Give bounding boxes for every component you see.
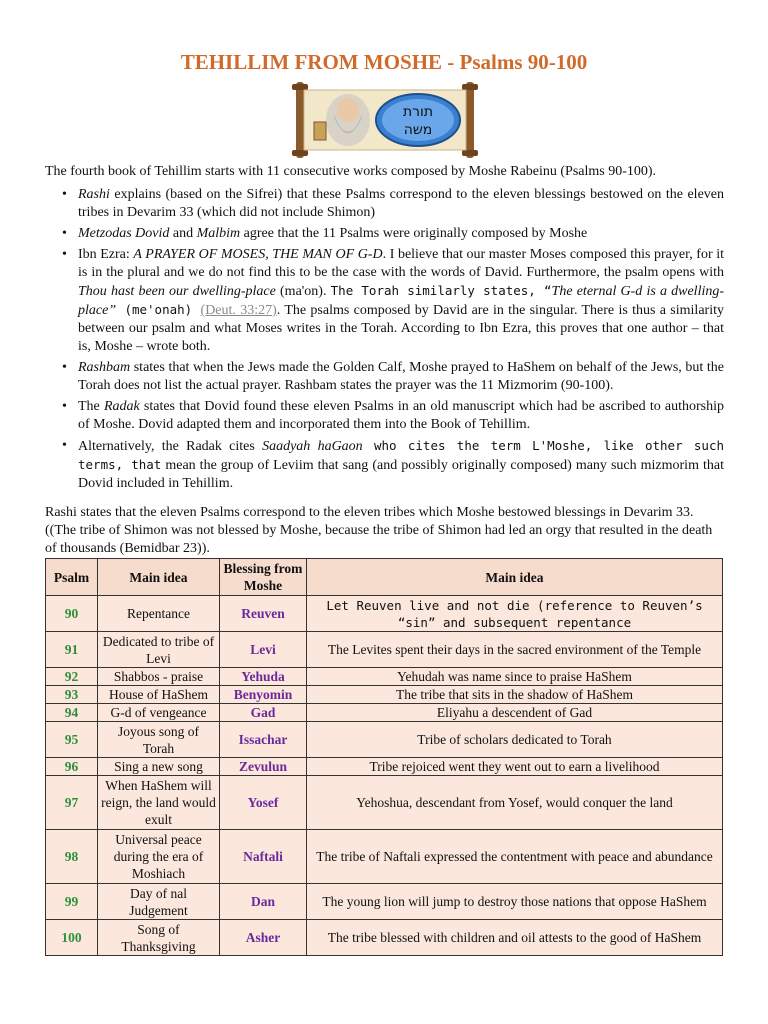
psalm-number: 99: [46, 884, 98, 920]
table-row: [46, 632, 723, 668]
table-row: [46, 920, 723, 956]
tribe-description: Yehudah was name since to praise HaShem: [307, 668, 723, 686]
logo-hebrew-line1: תורת: [402, 104, 434, 120]
table-header-row: [46, 559, 723, 596]
table-row: [46, 668, 723, 686]
header-main-idea: Main idea: [98, 559, 220, 596]
tribe-blessing: Reuven: [220, 596, 307, 632]
psalms-table: [45, 558, 723, 956]
tribe-blessing: Issachar: [220, 722, 307, 758]
psalm-main-idea: Dedicated to tribe of Levi: [98, 632, 220, 668]
tribe-blessing: Yehuda: [220, 668, 307, 686]
list-item-text: Ibn Ezra:: [78, 247, 134, 262]
header-psalm: Psalm: [46, 559, 98, 596]
psalm-number: 98: [46, 830, 98, 884]
rashi-tribes-paragraph: Rashi states that the eleven Psalms correspond to the eleven tribes which Moshe bestowed blessings in Devarim 33. ((The tribe of Shimon was not blessed by Moshe, because the tribe of Shimon had led an orgy that resulted in the death of thousands (Bemidbar 23)).: [45, 505, 713, 556]
list-item-text: . I believe that our master Moses composed this prayer, for it is in the plural and we do not find this to be the case with the words of David. Furthermore, the psalm opens with: [78, 247, 724, 280]
tribe-blessing: Yosef: [220, 776, 307, 830]
list-item-radak: [62, 398, 724, 434]
list-item-text: The: [78, 399, 104, 414]
commentator-name: Rashbam: [78, 360, 131, 375]
list-item-alternatively: [62, 437, 724, 493]
header-blessing: Blessing from Moshe: [220, 559, 307, 596]
psalm-number: 90: [46, 596, 98, 632]
table-row: [46, 776, 723, 830]
table-row: [46, 704, 723, 722]
tribe-description: The tribe of Naftali expressed the contentment with peace and abundance: [307, 830, 723, 884]
psalm-main-idea: Day of nal Judgement: [98, 884, 220, 920]
list-item-text: agree that the 11 Psalms were originally composed by Moshe: [240, 226, 588, 241]
list-item-text: states that Dovid found these eleven Psalms in an old manuscript which had be ascribed to authorship of Moshe. Dovid adapted them and incorporated them into the Book of Tehillim.: [78, 399, 724, 432]
list-item-text: explains (based on the Sifrei) that these Psalms correspond to the eleven blessings bestowed on the eleven tribes in Devarim 33 (which did not include Shimon): [78, 187, 724, 220]
tribe-description: The Levites spent their days in the sacred environment of the Temple: [307, 632, 723, 668]
intro-text: The fourth book of Tehillim starts with 11 consecutive works composed by Moshe Rabeinu (Psalms 90-100).: [45, 164, 657, 179]
psalm-main-idea: Song of Thanksgiving: [98, 920, 220, 956]
psalm-main-idea: Sing a new song: [98, 758, 220, 776]
psalm-main-idea: Joyous song of Torah: [98, 722, 220, 758]
commentator-name: Rashi: [78, 187, 110, 202]
tribe-description: The tribe blessed with children and oil attests to the good of HaShem: [307, 920, 723, 956]
tribe-blessing: Levi: [220, 632, 307, 668]
list-item-text: (me'onah): [116, 302, 201, 317]
torah-moshe-logo: [290, 80, 480, 160]
list-item-rashbam: [62, 359, 724, 395]
commentary-list: [62, 186, 724, 496]
psalm-main-idea: Repentance: [98, 596, 220, 632]
psalm-number: 91: [46, 632, 98, 668]
psalm-number: 94: [46, 704, 98, 722]
list-item-ibn-ezra: [62, 246, 724, 356]
page-title: TEHILLIM FROM MOSHE - Psalms 90-100: [180, 50, 588, 74]
tribe-blessing: Zevulun: [220, 758, 307, 776]
table-row: [46, 596, 723, 632]
deut-reference-link[interactable]: (Deut. 33:27): [200, 303, 277, 318]
psalm-number: 97: [46, 776, 98, 830]
psalm-main-idea: Universal peace during the era of Moshiach: [98, 830, 220, 884]
psalm-main-idea: House of HaShem: [98, 686, 220, 704]
table-row: [46, 758, 723, 776]
commentator-name: Saadyah haGaon: [262, 439, 363, 454]
psalm-number: 100: [46, 920, 98, 956]
quote-text: The eternal G-d is a dwelling-place”: [78, 284, 725, 318]
list-item-text: . The psalms composed by David are in the singular. There is thus a similarity between our psalm and what Moses writes in the Torah. According to Ibn Ezra, this proves that one author – that is, Moshe – wrote both.: [78, 303, 724, 354]
tribe-blessing: Benyomin: [220, 686, 307, 704]
tribe-description: Tribe rejoiced went they went out to earn a livelihood: [307, 758, 723, 776]
psalm-number: 96: [46, 758, 98, 776]
commentator-name: Radak: [103, 399, 140, 414]
quote-text: Thou hast been our dwelling-place: [78, 284, 276, 299]
list-item-text: states that when the Jews made the Golden Calf, Moshe prayed to HaShem on behalf of the Jews, but the Torah does not list the actual prayer. Rashbam states the prayer was the 11 Mizmorim (90-100).: [78, 360, 724, 393]
tribe-blessing: Asher: [220, 920, 307, 956]
quote-text: A PRAYER OF MOSES, THE MAN OF G-D: [133, 247, 383, 262]
scroll-roller-right: [466, 82, 474, 158]
psalm-number: 93: [46, 686, 98, 704]
list-item-rashi: [62, 186, 724, 222]
tribe-description: The tribe that sits in the shadow of HaShem: [307, 686, 723, 704]
list-item-text: (ma'on).: [275, 284, 331, 299]
tribe-description: Eliyahu a descendent of Gad: [307, 704, 723, 722]
psalm-number: 92: [46, 668, 98, 686]
commentator-name: Malbim: [196, 226, 241, 241]
table-row: [46, 884, 723, 920]
psalm-main-idea: Shabbos - praise: [98, 668, 220, 686]
logo-hebrew-line2: משה: [403, 122, 433, 138]
psalm-main-idea: G-d of vengeance: [98, 704, 220, 722]
table-row: [46, 686, 723, 704]
tribe-description: Tribe of scholars dedicated to Torah: [307, 722, 723, 758]
tribe-blessing: Gad: [220, 704, 307, 722]
commentator-name: Metzodas Dovid: [78, 226, 170, 241]
list-item-text: Alternatively, the Radak cites: [78, 439, 263, 454]
tribe-description: The young lion will jump to destroy those nations that oppose HaShem: [307, 884, 723, 920]
list-item-text: mean the group of Leviim that sang (and possibly originally composed) many such mizmorim that Dovid included in Tehillim.: [78, 458, 724, 491]
psalm-number: 95: [46, 722, 98, 758]
header-main-idea-detail: Main idea: [307, 559, 723, 596]
tribe-blessing: Dan: [220, 884, 307, 920]
list-item-metzodas: [62, 225, 724, 243]
scroll-roller-left: [296, 82, 304, 158]
list-item-text: The Torah similarly states, “: [330, 283, 552, 298]
tribe-blessing: Naftali: [220, 830, 307, 884]
list-item-text: who cites the term L'Moshe, like other such terms, that: [78, 438, 724, 472]
table-row: [46, 830, 723, 884]
tribe-description: Let Reuven live and not die (reference to Reuven’s “sin” and subsequent repentance: [307, 596, 723, 632]
psalm-main-idea: When HaShem will reign, the land would exult: [98, 776, 220, 830]
table-row: [46, 722, 723, 758]
tribe-description: Yehoshua, descendant from Yosef, would conquer the land: [307, 776, 723, 830]
list-item-text: and: [169, 226, 197, 241]
